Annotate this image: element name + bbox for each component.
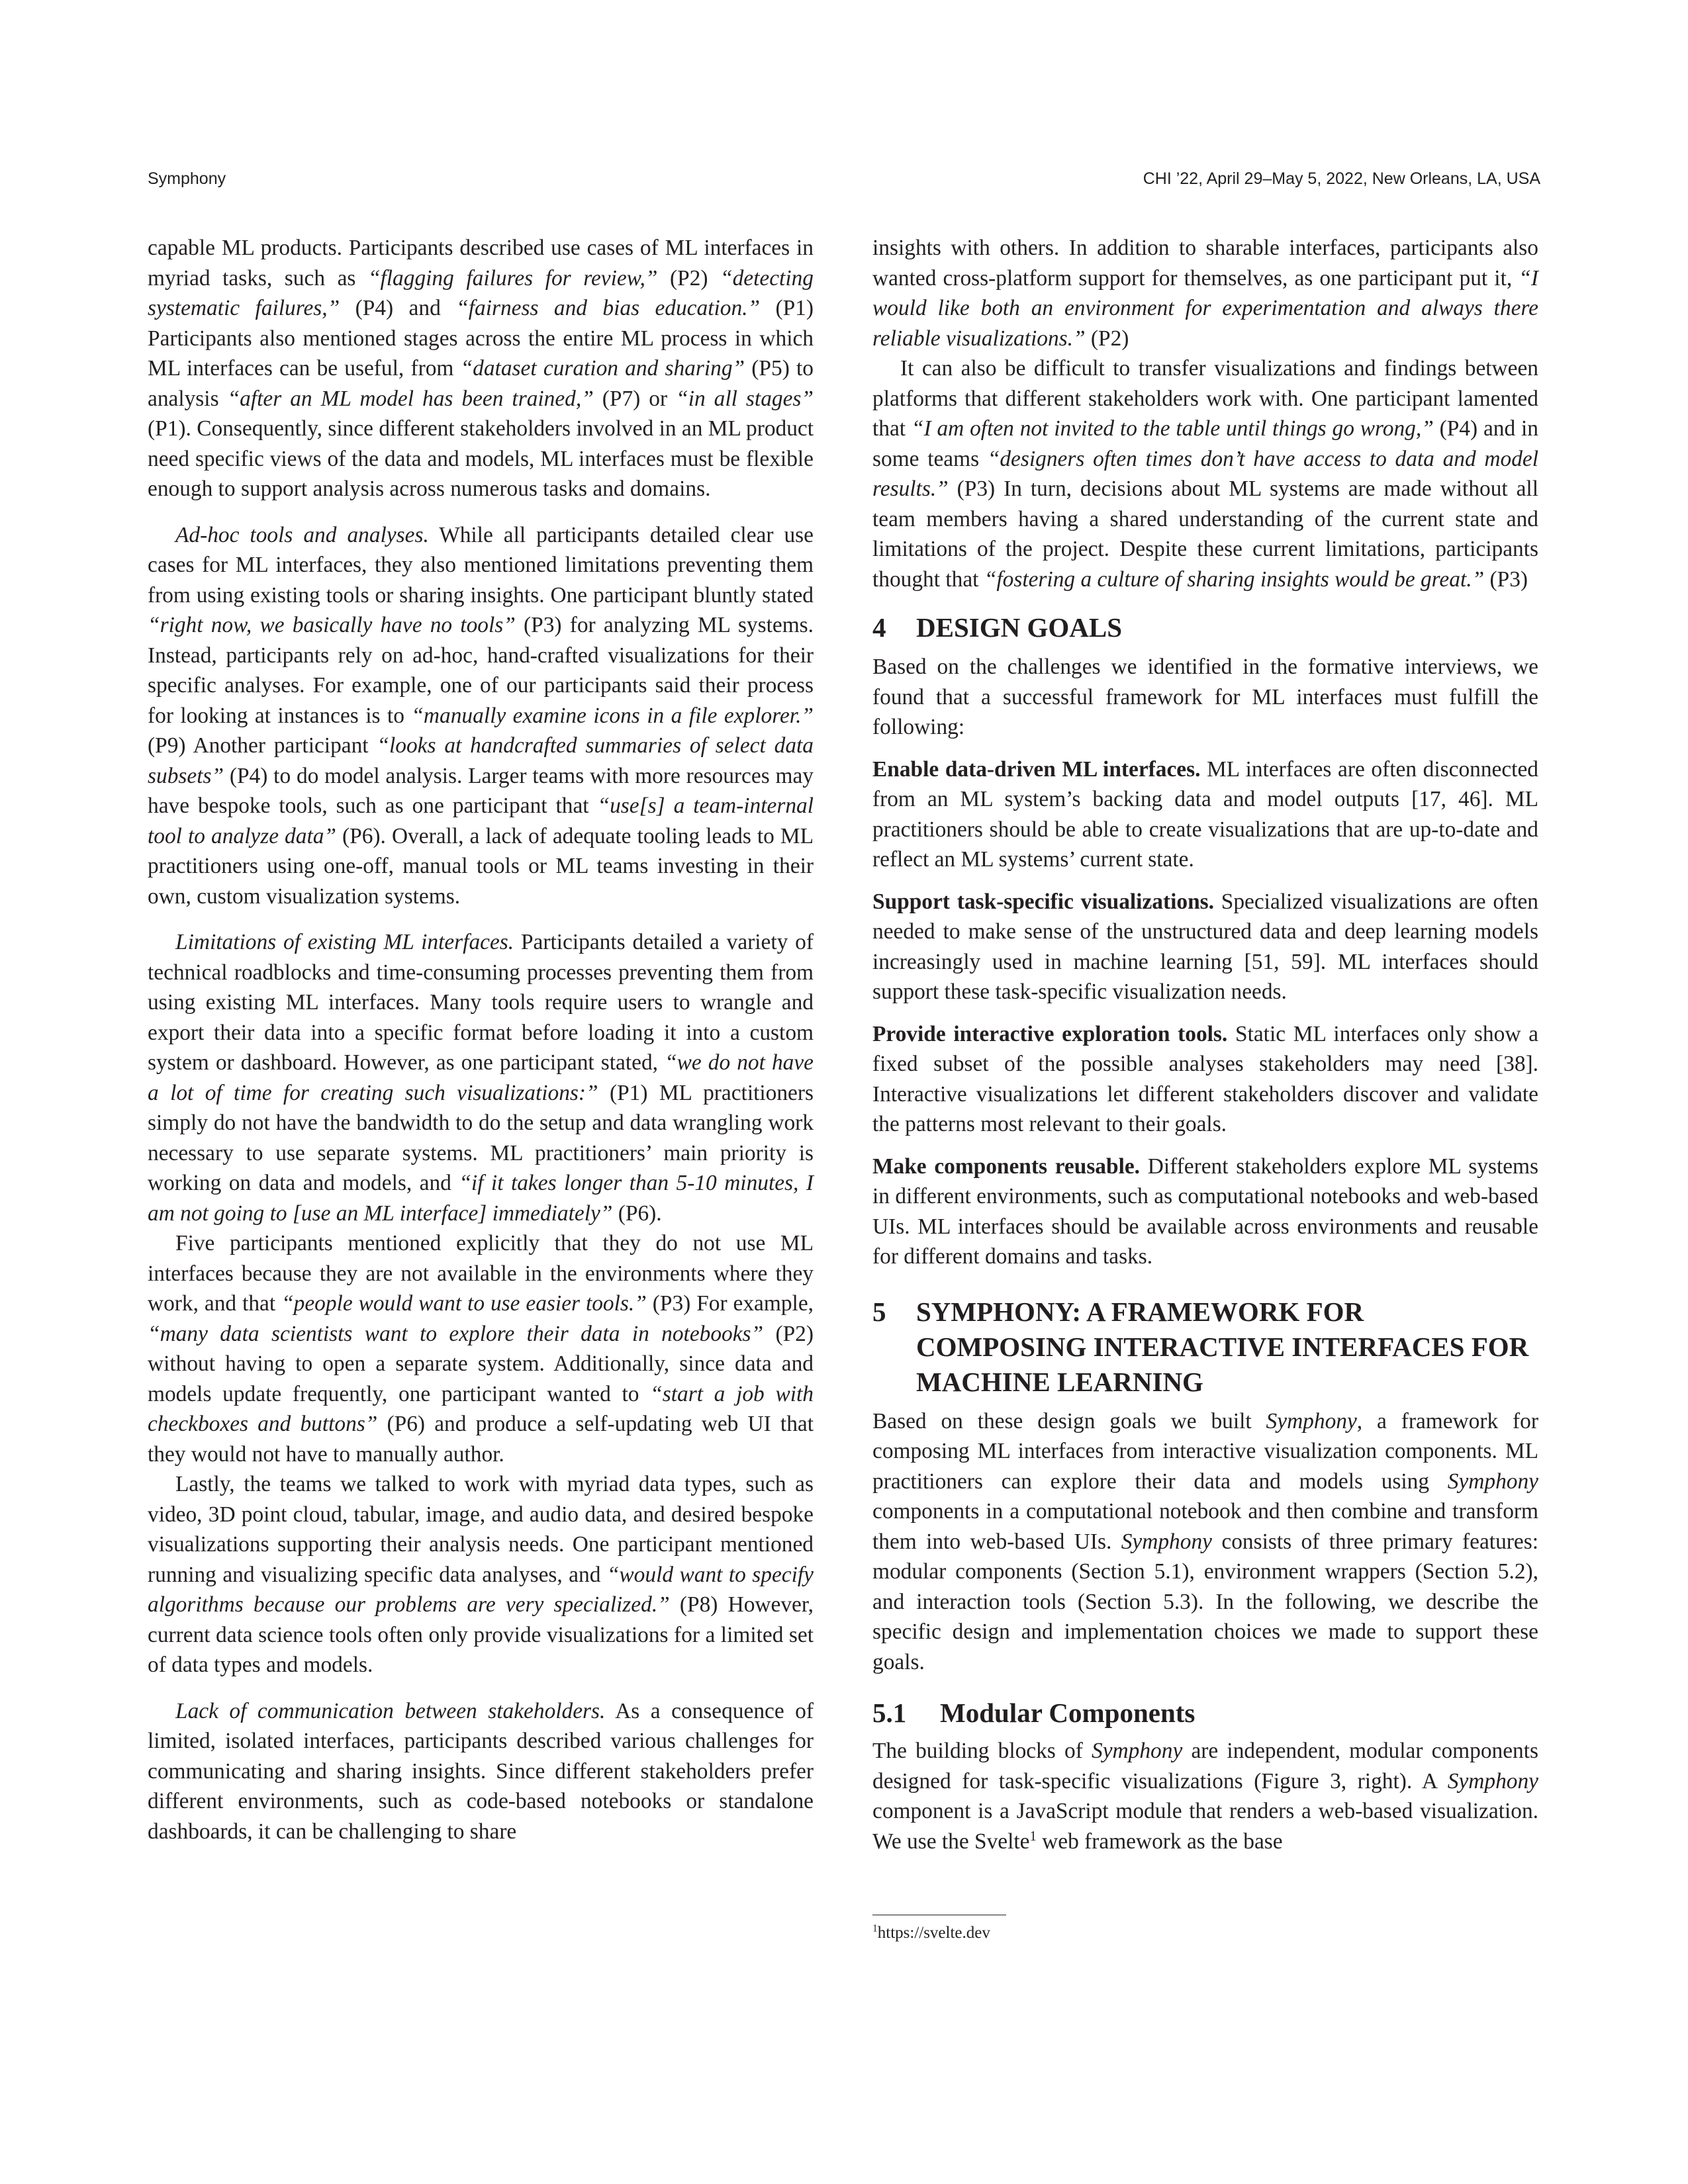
quote: “dataset curation and sharing”: [460, 356, 745, 381]
text: , a framework for composing ML interfaces from interactive visualization components. ML practitioners can explore their data and models using: [872, 1408, 1538, 1494]
text: Lastly, the teams we talked to work with myriad data types, such as video, 3D point cloud, tabular, image, and audio data, and desired bespoke visualizations supporting their analysis needs. One participant mentioned running and visualizing specific data analyses, and: [148, 1472, 814, 1587]
quote: “flagging failures for review,”: [367, 265, 658, 291]
run-in-heading: Limitations of existing ML interfaces.: [175, 930, 514, 954]
paragraph: [872, 1736, 1538, 1856]
running-header: [148, 169, 1540, 196]
quote: “fairness and bias education.”: [456, 296, 761, 320]
system-name: Symphony: [1266, 1408, 1357, 1433]
paragraph: [148, 927, 814, 1228]
text: (P2) without having to open a separate system. Additionally, since data and models update frequently, one participant wanted to: [148, 1321, 814, 1406]
system-name: Symphony: [1447, 1469, 1538, 1494]
quote: “fostering a culture of sharing insights would be great.”: [984, 567, 1485, 592]
quote: “designers often times don’t have access to data and model results.”: [872, 446, 1538, 501]
quote: “I would like both an environment for experimentation and always there reliable visualizations.”: [872, 265, 1538, 351]
right-column: [872, 233, 1538, 1856]
left-column: [148, 233, 814, 1846]
paragraph: [872, 353, 1538, 594]
text: components in a computational notebook and then combine and transform them into web-based UIs.: [872, 1499, 1538, 1554]
text: As a consequence of limited, isolated interfaces, participants described various challenges for communicating and sharing insights. Since different stakeholders prefer different environments, such as code-based notebooks or standalone dashboards, it can be challenging to share: [148, 1698, 814, 1844]
footnote-mark: 1: [872, 1923, 878, 1934]
text: capable ML products. Participants described use cases of ML interfaces in myriad tasks, such as: [148, 236, 814, 291]
goal-title: Provide interactive exploration tools.: [872, 1021, 1228, 1046]
text: (P7) or: [593, 386, 677, 411]
run-in-heading: Ad-hoc tools and analyses.: [175, 522, 429, 547]
paragraph: [148, 1228, 814, 1469]
paragraph: [148, 1469, 814, 1680]
goal-text: ML interfaces are often disconnected from an ML system’s backing data and model outputs [17, 46]. ML practitioners should be able to create visualizations that are up-to-date and reflect an ML systems’ current state.: [872, 756, 1538, 872]
goal-text: Specialized visualizations are often needed to make sense of the unstructured data and deep learning models increasingly used in machine learning [51, 59]. ML interfaces should support these task-specific visualization needs.: [872, 889, 1538, 1004]
text: insights with others. In addition to sharable interfaces, participants also wanted cross-platform support for themselves, as one participant put it,: [872, 236, 1538, 291]
section-heading-4: [872, 610, 1538, 645]
text: are independent, modular components designed for task-specific visualizations (Figure 3, right). A: [872, 1739, 1539, 1794]
text: (P1) Participants also mentioned stages across the entire ML process in which ML interfaces can be useful, from: [148, 296, 814, 381]
quote: “after an ML model has been trained,”: [227, 386, 594, 411]
section-number: 5: [872, 1296, 886, 1327]
text: (P1). Consequently, since different stakeholders involved in an ML product need specific views of the data and models, ML interfaces must be flexible enough to support analysis across numerous tasks and domains.: [148, 416, 814, 501]
paragraph: [148, 233, 814, 504]
quote: “looks at handcrafted summaries of select data subsets”: [148, 733, 814, 788]
text: component is a JavaScript module that renders a web-based visualization. We use the Svelte: [872, 1799, 1538, 1854]
text: (P9) Another participant: [148, 733, 377, 758]
design-goal: [872, 887, 1538, 1007]
goal-text: Different stakeholders explore ML systems in different environments, such as computational notebooks and web-based UIs. ML interfaces should be available across environments and reusable for different domains and tasks.: [872, 1154, 1539, 1269]
text: web framework as the base: [1036, 1829, 1283, 1854]
quote: “I am often not invited to the table until things go wrong,”: [911, 416, 1434, 441]
text: While all participants detailed clear use cases for ML interfaces, they also mentioned limitations preventing them from using existing tools or sharing insights. One participant bluntly stated: [148, 522, 814, 608]
goal-title: Support task-specific visualizations.: [872, 889, 1214, 914]
system-name: Symphony: [1092, 1739, 1183, 1763]
quote: “in all stages”: [676, 386, 814, 411]
text: (P5) to analysis: [148, 356, 814, 411]
quote: “use[s] a team-internal tool to analyze data”: [148, 794, 814, 848]
text: (P4) and: [340, 296, 457, 320]
text: (P3): [1484, 567, 1528, 592]
run-in-heading: Lack of communication between stakeholders.: [175, 1698, 606, 1723]
footnote-url: https://svelte.dev: [877, 1924, 990, 1942]
goal-text: Static ML interfaces only show a fixed subset of the possible analyses stakeholders may need [38]. Interactive visualizations let different stakeholders discover and validate the patterns most relevant to their goals.: [872, 1021, 1538, 1136]
section-number: 4: [872, 612, 886, 643]
system-name: Symphony: [1447, 1768, 1538, 1794]
quote: “detecting systematic failures,”: [148, 265, 814, 320]
text: (P1) ML practitioners simply do not have the bandwidth to do the setup and data wrangling work necessary to use separate systems. ML practitioners’ main priority is working on data and models, and: [148, 1080, 814, 1195]
section-title: SYMPHONY: A FRAMEWORK FOR COMPOSING INTERACTIVE INTERFACES FOR MACHINE LEARNING: [916, 1296, 1529, 1397]
quote: “right now, we basically have no tools”: [148, 613, 516, 637]
text: (P4) and in some teams: [872, 416, 1538, 471]
paragraph: [148, 1696, 814, 1847]
paragraph: Based on the challenges we identified in the formative interviews, we found that a successful framework for ML interfaces must fulfill the following:: [872, 655, 1538, 739]
system-name: Symphony: [1121, 1529, 1212, 1554]
section-title: DESIGN GOALS: [916, 612, 1123, 643]
text: (P3) for analyzing ML systems. Instead, participants rely on ad-hoc, hand-crafted visualizations for their specific analyses. For example, one of our participants said their process for looking at instances is to: [148, 613, 814, 728]
text: (P2): [1085, 326, 1129, 351]
design-goal: [872, 1152, 1538, 1272]
subsection-number: 5.1: [872, 1698, 907, 1728]
quote: “if it takes longer than 5-10 minutes, I am not going to [use an ML interface] immediately”: [148, 1171, 814, 1226]
quote: “we do not have a lot of time for creating such visualizations:”: [148, 1050, 814, 1105]
text: Participants detailed a variety of technical roadblocks and time-consuming processes preventing them from using existing ML interfaces. Many tools require users to wrangle and export their data into a specific format before loading it into a custom system or dashboard. However, as one participant stated,: [148, 930, 814, 1075]
text: (P3) For example,: [646, 1291, 814, 1316]
design-goal: [872, 1019, 1538, 1140]
quote: “many data scientists want to explore their data in notebooks”: [148, 1321, 764, 1346]
design-goal: [872, 754, 1538, 875]
text: (P4) to do model analysis. Larger teams with more resources may have bespoke tools, such as one participant that: [148, 763, 814, 818]
quote: “people would want to use easier tools.”: [281, 1291, 647, 1316]
text: (P6). Overall, a lack of adequate tooling leads to ML practitioners using one-off, manual tools or ML teams investing in their own, custom visualization systems.: [148, 823, 814, 909]
text: consists of three primary features: modular components (Section 5.1), environment wrappers (Section 5.2), and interaction tools (Section 5.3). In the following, we describe the specific design and implementation choices we made to support these goals.: [872, 1529, 1538, 1674]
text: It can also be difficult to transfer visualizations and findings between platforms that different stakeholders work with. One participant lamented that: [872, 356, 1538, 441]
goal-title: Enable data-driven ML interfaces.: [872, 756, 1201, 782]
goal-title: Make components reusable.: [872, 1154, 1141, 1179]
footnote: [872, 1923, 990, 1944]
subsection-title: Modular Components: [940, 1698, 1196, 1728]
quote: “would want to specify algorithms because our problems are very specialized.”: [148, 1562, 814, 1617]
header-venue: CHI ’22, April 29–May 5, 2022, New Orleans, LA, USA: [1143, 169, 1540, 188]
text: (P6) and produce a self-updating web UI that they would not have to manually author.: [148, 1412, 814, 1467]
footnote-marker: 1: [1029, 1829, 1037, 1844]
quote: “start a job with checkboxes and buttons”: [148, 1381, 814, 1436]
quote: “manually examine icons in a file explorer.”: [411, 703, 814, 728]
text: Based on these design goals we built: [872, 1408, 1266, 1433]
text: The building blocks of: [872, 1739, 1092, 1763]
text: (P6).: [612, 1201, 662, 1226]
paragraph: [148, 520, 814, 912]
section-heading-5: [872, 1295, 1538, 1400]
text: (P2): [657, 265, 721, 291]
text: Five participants mentioned explicitly that they do not use ML interfaces because they are not available in the environments where they work, and that: [148, 1231, 814, 1316]
paragraph: [872, 1406, 1538, 1678]
header-title: Symphony: [148, 169, 226, 188]
text: (P3) In turn, decisions about ML systems are made without all team members having a shared understanding of the current state and limitations of the project. Despite these current limitations, participants thought that: [872, 477, 1538, 592]
subsection-heading-5-1: [872, 1696, 1538, 1731]
text: (P8) However, current data science tools often only provide visualizations for a limited set of data types and models.: [148, 1592, 814, 1677]
paragraph: [872, 233, 1538, 353]
